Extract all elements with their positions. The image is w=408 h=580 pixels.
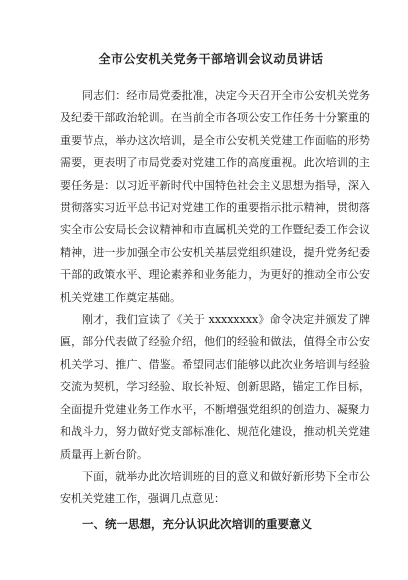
paragraph-opening: 同志们：经市局党委批准，决定今天召开全市公安机关党务及纪委干部政治轮训。在当前全市各项公安工作任务十分繁重的重要节点，举办这次培训，是全市公安机关党建工作面临的形势需要，更表明了市局党委对党建工作的高度重视。此次培训的主要任务是：以习近平新时代中国特色社会主义思想为指导，深入贯彻落实习近平总书记对党建工作的重要指示批示精神，贯彻落实全市公安局长会议精神和市直属机关党的工作暨纪委工作会议精神，进一步加强全市公安机关基层党组织建设，提升党务纪委干部的政策水平、理论素养和业务能力，为更好的推动全市公安机关党建工作奠定基础。 (60, 89, 370, 304)
section-heading: 一、统一思想，充分认识此次培训的重要意义 (82, 516, 312, 531)
document-title: 全市公安机关党务干部培训会议动员讲话 (98, 52, 324, 66)
paragraph-commendation: 刚才，我们宣读了《关于 xxxxxxxx》命令决定并颁发了牌匾，部分代表做了经验介绍，他们的经验和做法，值得全市公安机关学习、推广、借鉴。希望同志们能够以此次业务培训与经验交流为契机，学习经验、取长补短、创新思路，锚定工作目标，全面提升党建业务工作水平，不断增强党组织的创造力、凝聚力和战斗力，努力做好党支部标准化、规范化建设，推动机关党建质量再上新台阶。 (60, 313, 370, 461)
paragraph-transition: 下面，就举办此次培训班的目的意义和做好新形势下全市公安机关党建工作，强调几点意见： (60, 469, 370, 506)
